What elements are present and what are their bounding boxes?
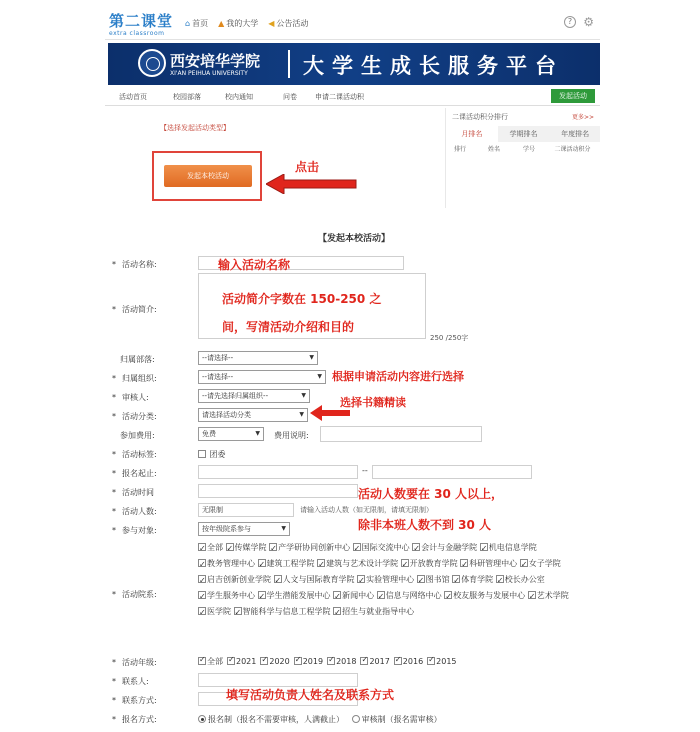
label-fee-note: 费用说明: xyxy=(274,431,309,440)
checkbox-checked-icon xyxy=(198,575,206,583)
checkbox-checked-icon xyxy=(427,657,435,665)
checkbox-checked-icon xyxy=(452,575,460,583)
university-seal-icon xyxy=(138,49,166,77)
col-student-id: 学号 xyxy=(522,146,535,153)
checkbox-checked-icon xyxy=(317,559,325,567)
checkbox-checked-icon xyxy=(198,559,206,567)
top-bar xyxy=(105,8,600,40)
label-category: * 活动分类: xyxy=(112,412,157,421)
annotation-intro-2: 间，写清活动介绍和目的 xyxy=(222,320,355,334)
checkbox-checked-icon xyxy=(480,543,488,551)
chevron-down-icon: ▼ xyxy=(281,525,286,532)
label-grade: * 活动年级: xyxy=(112,658,157,667)
label-signup-method: * 报名方式: xyxy=(112,715,157,724)
college-checkbox[interactable]: ✓ 信息与网络中心 xyxy=(377,591,445,600)
signup-separator: -- xyxy=(362,466,368,475)
checkbox-icon xyxy=(198,450,206,458)
checkbox-checked-icon xyxy=(269,543,277,551)
label-colleges: * 活动院系: xyxy=(112,590,157,599)
grade-checkbox[interactable]: ✓ 2015 xyxy=(427,657,456,666)
college-checkbox[interactable]: ✓ 体育学院 xyxy=(452,575,496,584)
ranking-title: 二课活动积分排行 xyxy=(452,113,508,121)
red-arrow-left-icon xyxy=(266,174,358,194)
banner-divider xyxy=(288,50,290,78)
intro-char-counter: 250 /250字 xyxy=(430,334,469,342)
college-checkbox[interactable]: ✓启吉创新创业学院 xyxy=(198,575,274,584)
activity-home-screenshot xyxy=(105,8,600,208)
checkbox-checked-icon xyxy=(333,607,341,615)
checkbox-checked-icon xyxy=(234,607,242,615)
checkbox-checked-icon xyxy=(444,591,452,599)
college-checkbox[interactable]: ✓ 国际交流中心 xyxy=(353,543,413,552)
home-icon: ⌂ xyxy=(185,19,191,28)
label-contact-method: * 联系方式: xyxy=(112,696,157,705)
checkbox-checked-icon xyxy=(258,559,266,567)
checkbox-checked-icon xyxy=(520,559,528,567)
college-checkbox[interactable]: ✓ 新闻中心 xyxy=(333,591,377,600)
checkbox-checked-icon xyxy=(528,591,536,599)
select-type-title: 【选择发起活动类型】 xyxy=(160,124,230,132)
college-checkbox[interactable]: ✓全部 xyxy=(198,543,226,552)
logo[interactable] xyxy=(109,10,173,37)
ranking-columns xyxy=(446,144,600,153)
checkbox-checked-icon xyxy=(198,543,206,551)
reviewer-select[interactable]: --请先选择归属组织-- ▼ xyxy=(198,389,310,403)
checkbox-checked-icon xyxy=(226,543,234,551)
label-org: * 归属组织: xyxy=(112,374,157,383)
nav-my-university-label: 我的大学 xyxy=(226,19,259,28)
checkbox-checked-icon xyxy=(496,575,504,583)
college-checkbox[interactable]: ✓ 产学研协同创新中心 xyxy=(269,543,353,552)
checkbox-checked-icon xyxy=(353,543,361,551)
college-checkbox[interactable]: ✓ 人文与国际教育学院 xyxy=(274,575,358,584)
nav-activity-home[interactable]: 活动首页 xyxy=(119,93,147,101)
college-checkbox[interactable]: ✓ 会计与金融学院 xyxy=(412,543,480,552)
signup-option-open[interactable]: 报名制（报名不需要审核，人满截止） xyxy=(198,715,344,724)
org-select[interactable]: --请选择-- ▼ xyxy=(198,370,326,384)
col-rank: 排行 xyxy=(453,146,466,153)
ranking-more-link[interactable]: 更多>> xyxy=(571,114,594,121)
checkbox-checked-icon xyxy=(377,591,385,599)
label-signup-period: * 报名起止: xyxy=(112,469,157,478)
nav-announcements[interactable] xyxy=(268,18,308,29)
chevron-down-icon: ▼ xyxy=(301,392,306,399)
checkbox-checked-icon xyxy=(357,575,365,583)
label-name: * 活动名称: xyxy=(112,260,157,269)
annotation-people-2: 除非本班人数不到 30 人 xyxy=(358,518,492,532)
label-time: * 活动时间 xyxy=(112,488,154,497)
checkbox-checked-icon xyxy=(258,591,266,599)
college-checkbox[interactable]: ✓ 智能科学与信息工程学院 xyxy=(234,607,334,616)
label-fee: 参加费用: xyxy=(120,431,155,440)
grade-checkbox[interactable]: ✓ 2020 xyxy=(260,657,289,666)
college-checkbox[interactable]: ✓ 艺术学院 xyxy=(528,591,569,600)
fee-select[interactable]: 免费 ▼ xyxy=(198,427,264,441)
university-name-en: XI'AN PEIHUA UNIVERSITY xyxy=(170,70,248,77)
signup-option-review[interactable]: 审核制（报名需审核） xyxy=(352,715,442,724)
ranking-panel xyxy=(445,108,600,208)
checkbox-checked-icon xyxy=(274,575,282,583)
grade-checkbox[interactable]: ✓ 2021 xyxy=(227,657,256,666)
dept-select[interactable]: --请选择-- ▼ xyxy=(198,351,318,365)
label-reviewer: * 审核人: xyxy=(112,393,149,402)
chevron-down-icon: ▼ xyxy=(299,411,304,418)
contact-input[interactable] xyxy=(198,673,358,687)
grade-checkbox-group xyxy=(198,656,461,667)
checkbox-checked-icon xyxy=(412,543,420,551)
nav-campus-notice[interactable]: 校内通知 xyxy=(225,93,253,101)
annotation-contact: 填写活动负责人姓名及联系方式 xyxy=(226,688,395,702)
checkbox-checked-icon xyxy=(360,657,368,665)
college-checkbox[interactable]: ✓学生服务中心 xyxy=(198,591,258,600)
college-checkbox[interactable]: ✓ 开放教育学院 xyxy=(401,559,461,568)
annotation-people-1: 活动人数要在 30 人以上， xyxy=(358,487,504,501)
grade-checkbox[interactable]: ✓ 2017 xyxy=(360,657,389,666)
college-checkbox[interactable]: ✓ 实验管理中心 xyxy=(357,575,417,584)
annotation-category: 选择书籍精读 xyxy=(340,396,406,409)
click-annotation: 点击 xyxy=(295,160,320,174)
checkbox-checked-icon xyxy=(198,657,206,665)
college-checkbox[interactable]: ✓ 校友服务与发展中心 xyxy=(444,591,528,600)
signup-start-input[interactable] xyxy=(198,465,358,479)
people-input[interactable]: 无限制 xyxy=(198,503,294,517)
fee-note-input[interactable] xyxy=(320,426,482,442)
college-checkbox[interactable]: ✓医学院 xyxy=(198,607,234,616)
checkbox-checked-icon xyxy=(460,559,468,567)
label-contact: * 联系人: xyxy=(112,677,149,686)
nav-apply-credits[interactable]: 申请二课活动积 xyxy=(315,93,364,101)
college-checkbox-group xyxy=(198,540,583,620)
grade-checkbox[interactable]: ✓ 2016 xyxy=(394,657,423,666)
college-checkbox[interactable]: ✓教务管理中心 xyxy=(198,559,258,568)
announcement-icon: ◀ xyxy=(268,19,275,28)
college-checkbox[interactable]: ✓ 科研管理中心 xyxy=(460,559,520,568)
grade-checkbox[interactable]: ✓ 2018 xyxy=(327,657,356,666)
grade-checkbox[interactable]: ✓ 全部 xyxy=(198,657,223,666)
annotation-intro-1: 活动简介字数在 150-250 之 xyxy=(222,292,382,306)
college-checkbox[interactable]: ✓ 招生与就业指导中心 xyxy=(333,607,414,616)
label-intro: * 活动简介: xyxy=(112,305,157,314)
nav-announcements-label: 公告活动 xyxy=(276,19,309,28)
college-checkbox[interactable]: ✓ 建筑与艺术设计学院 xyxy=(317,559,401,568)
tag-checkbox[interactable]: 团委 xyxy=(198,449,226,460)
checkbox-checked-icon xyxy=(198,591,206,599)
checkbox-checked-icon xyxy=(401,559,409,567)
checkbox-checked-icon xyxy=(198,607,206,615)
help-icon[interactable]: ? xyxy=(564,16,576,28)
nav-survey[interactable]: 问卷 xyxy=(283,93,297,101)
launch-activity-button[interactable]: 发起活动 xyxy=(551,89,595,103)
grade-checkbox[interactable]: ✓ 2019 xyxy=(294,657,323,666)
logo-cn: 第二课堂 xyxy=(109,12,174,30)
col-name: 姓名 xyxy=(487,146,500,153)
tab-monthly[interactable]: 月排名 xyxy=(446,126,498,142)
activity-time-input[interactable] xyxy=(198,484,358,498)
checkbox-checked-icon xyxy=(294,657,302,665)
university-name: 西安培华学院 xyxy=(170,52,261,70)
college-checkbox[interactable]: ✓ 机电信息学院 xyxy=(480,543,537,552)
college-checkbox[interactable]: ✓ 传媒学院 xyxy=(226,543,270,552)
college-checkbox[interactable]: ✓ 校长办公室 xyxy=(496,575,545,584)
radio-icon xyxy=(198,715,206,723)
launch-school-activity-button[interactable]: 发起本校活动 xyxy=(164,165,252,187)
tab-annual[interactable]: 年度排名 xyxy=(561,130,590,138)
ranking-tabs xyxy=(446,126,600,142)
top-nav xyxy=(185,18,308,29)
college-checkbox[interactable]: ✓ 图书馆 xyxy=(417,575,453,584)
chevron-down-icon: ▼ xyxy=(255,430,260,437)
college-checkbox[interactable]: ✓ 学生潜能发展中心 xyxy=(258,591,334,600)
nav-my-university[interactable] xyxy=(218,18,258,29)
signup-method-group xyxy=(198,714,442,725)
gear-icon[interactable]: ⚙ xyxy=(583,15,594,29)
nav-home[interactable] xyxy=(185,18,208,29)
category-select[interactable]: 请选择活动分类 ▼ xyxy=(198,408,308,422)
form-title: 【发起本校活动】 xyxy=(318,234,391,244)
nav-home-label: 首页 xyxy=(192,19,209,28)
checkbox-checked-icon xyxy=(227,657,235,665)
university-banner xyxy=(108,43,600,85)
people-hint: 请输入活动人数（如无限制，请填无限制） xyxy=(300,506,433,514)
checkbox-checked-icon xyxy=(394,657,402,665)
col-credits: 二课活动积分 xyxy=(554,146,591,153)
checkbox-checked-icon xyxy=(260,657,268,665)
nav-campus-tribe[interactable]: 校园部落 xyxy=(173,93,201,101)
chevron-down-icon: ▼ xyxy=(317,373,322,380)
annotation-name: 输入活动名称 xyxy=(218,258,291,272)
signup-end-input[interactable] xyxy=(372,465,532,479)
radio-icon xyxy=(352,715,360,723)
chevron-down-icon: ▼ xyxy=(309,354,314,361)
logo-en: extra classroom xyxy=(109,30,165,37)
college-checkbox[interactable]: ✓ 女子学院 xyxy=(520,559,561,568)
label-people: * 活动人数: xyxy=(112,507,157,516)
main-nav xyxy=(105,86,600,106)
platform-title: 大学生成长服务平台 xyxy=(303,53,564,78)
highlight-box xyxy=(152,151,262,201)
label-tag: * 活动标签: xyxy=(112,450,157,459)
target-select[interactable]: 按年级院系参与 ▼ xyxy=(198,522,290,536)
college-checkbox[interactable]: ✓ 建筑工程学院 xyxy=(258,559,318,568)
checkbox-checked-icon xyxy=(417,575,425,583)
checkbox-checked-icon xyxy=(333,591,341,599)
label-dept: 归属部落: xyxy=(120,355,155,364)
checkbox-checked-icon xyxy=(327,657,335,665)
tab-semester[interactable]: 学期排名 xyxy=(509,130,538,138)
university-icon: ▲ xyxy=(218,19,225,28)
label-target: * 参与对象: xyxy=(112,526,157,535)
annotation-select: 根据申请活动内容进行选择 xyxy=(332,370,464,383)
